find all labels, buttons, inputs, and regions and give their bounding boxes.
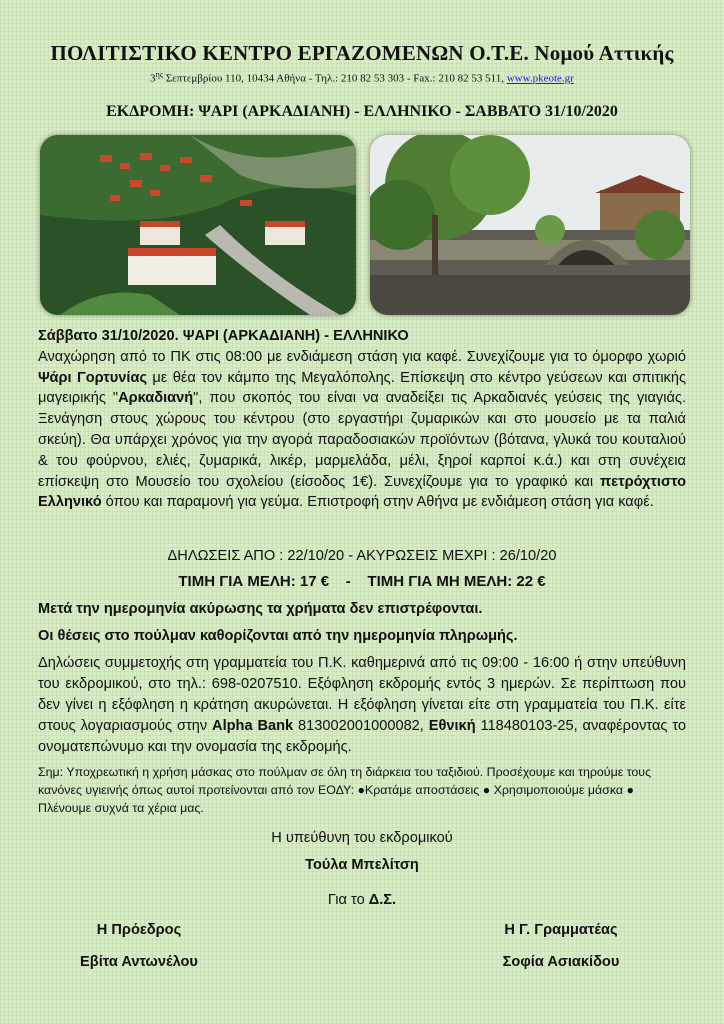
refund-warning: Μετά την ημερομηνία ακύρωσης τα χρήματα δεν επιστρέφονται. [38, 601, 483, 617]
president-name: Εβίτα Αντωνέλου [80, 954, 198, 970]
responsible-label: Η υπεύθυνη του εκδρομικού [271, 830, 453, 846]
responsible-name: Τούλα Μπελίτση [305, 857, 419, 873]
excursion-title: ΕΚΔΡΟΜΗ: ΨΑΡΙ (ΑΡΚΑΔΙΑΝΗ) - ΕΛΛΗΝΙΚΟ - ΣΑΒΒΑΤΟ 31/10/2020 [106, 103, 618, 120]
board-abbr: Δ.Σ. [368, 892, 397, 908]
signup-text-1: Δηλώσεις συμμετοχής στη γραμματεία του Π.Κ. καθημερινά από τις 09:00 - 16:00 ή στην υπεύθυνη του εκδρομικού, στο τηλ.: 698-0207510. Εξόφληση εκδρομής εντός 3 ημερών. Σε περίπτωση που δεν γίνει η εξόφληση η κράτηση ακυρώνεται. Η εξόφληση γίνεται είτε στη γραμματεία του Π.Κ. είτε στους λογαριασμούς στην [38, 655, 686, 734]
program-text-1: Αναχώρηση από το ΠΚ στις 08:00 με ενδιάμεση στάση για καφέ. Συνεχίζουμε για το όμορφο χωριό [38, 348, 686, 365]
program-heading: Σάββατο 31/10/2020. ΨΑΡΙ (ΑΡΚΑΔΙΑΝΗ) - ΕΛΛΗΝΙΚΟ [38, 328, 409, 344]
secretary-title: Η Γ. Γραμματέας [504, 922, 618, 938]
program-text-4: όπου και παραμονή για γεύμα. Επιστροφή στην Αθήνα με ενδιάμεση στάση για καφέ. [101, 494, 654, 511]
village-name: Ψάρι Γορτυνίας [38, 369, 148, 386]
signup-text-3: 118480103-25, αναφέροντας το ονοματεπώνυμο και την ονομασία της εκδρομής. [38, 718, 686, 755]
alpha-bank-name: Alpha Bank [212, 718, 294, 734]
address-superscript: ης [155, 70, 164, 79]
website-link[interactable]: www.pkeote.gr [506, 72, 574, 85]
health-note: Σημ: Υποχρεωτική η χρήση μάσκας στο πούλμαν σε όλη τη διάρκεια του ταξιδιού. Προσέχουμε και τηρούμε τους κανόνες υγιεινής όπως αυτοί προτείνονται από τον ΕΟΔΥ: ●Κρατάμε αποστάσεις ● Χρησιμοποιούμε μάσκα ● Πλένουμε συχνά τα χέρια μας. [38, 765, 652, 815]
board-prefix: Για το [327, 892, 369, 908]
dates-line: ΔΗΛΩΣΕΙΣ ΑΠΟ : 22/10/20 - ΑΚΥΡΩΣΕΙΣ ΜΕΧΡΙ : 26/10/20 [167, 548, 557, 564]
ethniki-bank-name: Εθνική [428, 718, 476, 734]
program-text-2: με θέα τον κάμπο της Μεγαλόπολης. Επίσκεψη στο κέντρο γεύσεων και σπιτικής μαγειρικής " [38, 369, 687, 407]
program-description [38, 326, 686, 513]
elliniko-name: πετρόχτιστο Ελληνικό [38, 473, 686, 511]
seats-warning: Οι θέσεις στο πούλμαν καθορίζονται από την ημερομηνία πληρωμής. [38, 628, 518, 644]
signup-text-2: 813002001000082, [293, 718, 429, 734]
stone-bridge-park-photo [370, 135, 690, 315]
price-line: ΤΙΜΗ ΓΙΑ ΜΕΛΗ: 17 € - ΤΙΜΗ ΓΙΑ ΜΗ ΜΕΛΗ: 22 € [178, 573, 546, 590]
board-label [0, 892, 724, 908]
address-number: 3 [150, 72, 156, 85]
organization-title: ΠΟΛΙΤΙΣΤΙΚΟ ΚΕΝΤΡΟ ΕΡΓΑΖΟΜΕΝΩΝ Ο.Τ.Ε. Νομού Αττικής [50, 41, 674, 65]
program-paragraph [38, 347, 686, 513]
arkadiani-name: Αρκαδιανή [118, 390, 194, 407]
president-title: Η Πρόεδρος [96, 922, 182, 938]
address-line [0, 70, 724, 85]
program-text-3: ", που σκοπός του είναι να αναδείξει τις Αρκαδιανές γεύσεις της γιαγιάς. Ξενάγηση στους χώρους του κέντρου (στο εργαστήρι ζυμαρικών και στο μουσείο με τα παλιά σκεύη). Θα υπάρχει χρόνος για την αγορά παραδοσιακών προϊόντων (βότανα, γλυκά του κουταλιού & του φούρνου, ελιές, ζυμαρικά, λικέρ, μαρμελάδα, μέλι, ξηροί καρποί κ.ά.) και στη συνέχεια επίσκεψη στο Μουσείο του σχολείου (είσοδος 1€). Συνεχίζουμε για το γραφικό και [38, 390, 686, 490]
signup-instructions [38, 653, 686, 758]
address-text: Σεπτεμβρίου 110, 10434 Αθήνα - Τηλ.: 210 82 53 303 - Fax.: 210 82 53 511, [163, 72, 507, 85]
village-aerial-photo [40, 135, 356, 315]
secretary-name: Σοφία Ασιακίδου [502, 954, 620, 970]
